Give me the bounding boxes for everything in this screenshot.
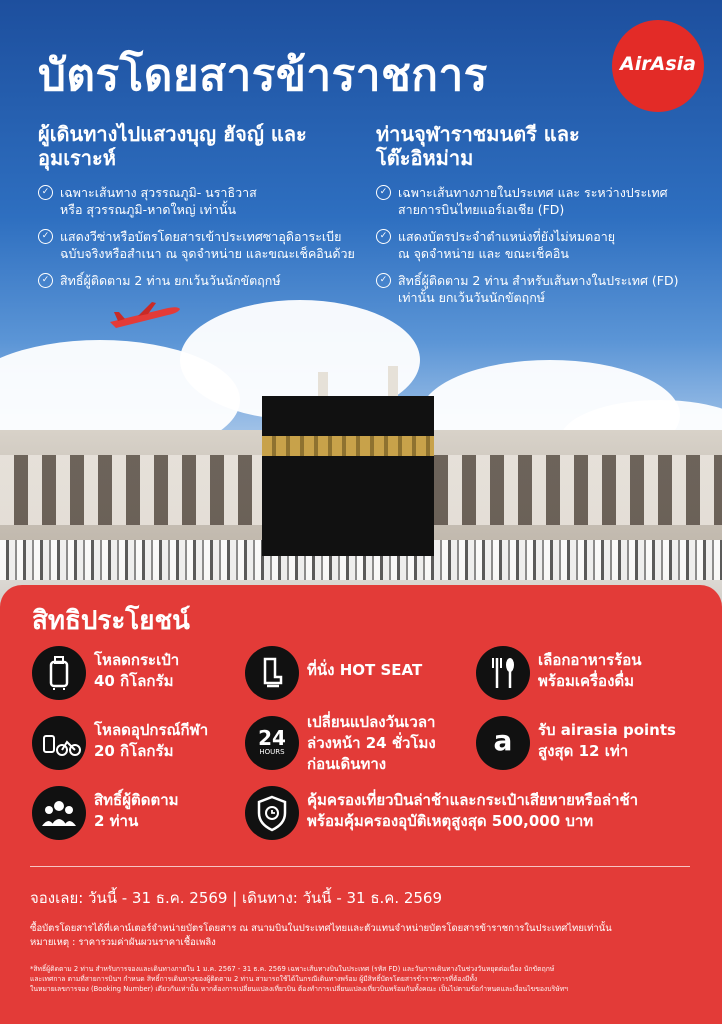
benefit-label: ที่นั่ง HOT SEAT <box>307 661 423 679</box>
benefit-label: คุ้มครองเที่ยวบินล่าช้าและกระเป๋าเสียหายหรือล่าช้า <box>307 791 639 809</box>
check-icon: ✓ <box>376 273 391 288</box>
condition-text: ฉบับจริงหรือสำเนา ณ จุดจำหน่าย และขณะเช็คอินด้วย <box>60 246 355 261</box>
benefit-label: 2 ท่าน <box>94 812 139 830</box>
logo-text: AirAsia <box>620 53 696 75</box>
companions-icon <box>32 786 86 840</box>
insurance-shield-icon <box>245 786 299 840</box>
benefit-label: ล่วงหน้า 24 ชั่วโมง <box>307 734 436 752</box>
chularajmontri-conditions <box>376 184 706 306</box>
fine-print-line: ในหมายเลขการจอง (Booking Number) เดียวกันเท่านั้น หากต้องการเปลี่ยนแปลงเที่ยวบิน ต้องทำการเปลี่ยนแปลงเที่ยวบินพร้อมกันทั้งคณะ เป็นไปตามข้อกำหนดและเงื่อนไขของบริษัทฯ <box>30 985 568 993</box>
purchase-note <box>30 922 700 950</box>
heading-line: ท่านจุฬาราชมนตรี และ <box>376 122 580 146</box>
pilgrim-heading <box>38 122 358 170</box>
heading-line: โต๊ะอิหม่าม <box>376 146 474 170</box>
fine-print-line: และเทศกาล ตามที่สายการบินฯ กำหนด สิทธิ์การเดินทางของผู้ติดตาม 2 ท่าน สามารถใช้ได้ในกรณีเดินทางพร้อม ผู้มีสิทธิ์บัตรโดยสารข้าราชการที่ต้องมีทั้ง <box>30 975 478 983</box>
condition-text: เฉพาะเส้นทางภายในประเทศ และ ระหว่างประเทศ <box>398 185 668 200</box>
check-icon: ✓ <box>38 273 53 288</box>
benefit-label: พร้อมเครื่องดื่ม <box>538 672 635 690</box>
benefit-label: สิทธิ์ผู้ติดตาม <box>94 791 179 809</box>
condition-item <box>376 228 706 262</box>
check-icon: ✓ <box>376 229 391 244</box>
condition-item <box>38 228 358 262</box>
condition-item <box>38 184 358 218</box>
benefit-label: 20 กิโลกรัม <box>94 742 174 760</box>
benefit-label: เลือกอาหารร้อน <box>538 651 642 669</box>
note-line: ซื้อบัตรโดยสารได้ที่เคาน์เตอร์จำหน่ายบัตรโดยสาร ณ สนามบินในประเทศไทยและตัวแทนจำหน่ายบัตรโดยสารข้าราชการในประเทศไทยเท่านั้น <box>30 923 612 934</box>
fine-print <box>30 964 700 994</box>
airplane-icon <box>108 300 182 330</box>
check-icon: ✓ <box>38 229 53 244</box>
benefit-label: สูงสุด 12 เท่า <box>538 742 629 760</box>
benefit-label: รับ airasia points <box>538 721 676 739</box>
condition-text: สิทธิ์ผู้ติดตาม 2 ท่าน สำหรับเส้นทางในประเทศ (FD) <box>398 273 679 288</box>
condition-text: สิทธิ์ผู้ติดตาม 2 ท่าน ยกเว้นวันนักขัตฤกษ์ <box>60 273 281 288</box>
benefit-label: ก่อนเดินทาง <box>307 755 387 773</box>
condition-text: เฉพาะเส้นทาง สุวรรณภูมิ- นราธิวาส <box>60 185 257 200</box>
sports-equipment-icon <box>32 716 86 770</box>
benefit-label: 40 กิโลกรัม <box>94 672 174 690</box>
note-line: หมายเหตุ : ราคารวมค่าผันผวนราคาเชื้อเพลิง <box>30 937 216 948</box>
pilgrim-conditions <box>38 184 358 289</box>
meal-icon <box>476 646 530 700</box>
condition-item <box>376 272 706 306</box>
pilgrim-section <box>38 122 358 299</box>
divider <box>30 866 690 867</box>
condition-text: หรือ สุวรรณภูมิ-หาดใหญ่ เท่านั้น <box>60 202 237 217</box>
condition-text: ณ จุดจำหน่าย และ ขณะเช็คอิน <box>398 246 569 261</box>
airasia-points-icon <box>476 716 530 770</box>
seat-icon <box>245 646 299 700</box>
benefit-label: โหลดกระเป๋า <box>94 651 180 669</box>
condition-text: แสดงวีซ่าหรือบัตรโดยสารเข้าประเทศซาอุดิอาระเบีย <box>60 229 342 244</box>
condition-item <box>376 184 706 218</box>
chularajmontri-heading <box>376 122 706 170</box>
kaaba <box>262 396 434 556</box>
chularajmontri-section <box>376 122 706 316</box>
airasia-logo <box>612 20 704 112</box>
condition-item <box>38 272 358 289</box>
luggage-icon <box>32 646 86 700</box>
heading-line: อุมเราะห์ <box>38 146 116 170</box>
page-title: บัตรโดยสารข้าราชการ <box>38 50 488 101</box>
check-icon: ✓ <box>376 185 391 200</box>
points-glyph: a <box>493 724 513 757</box>
24-hours-icon <box>245 716 299 770</box>
benefit-label: เปลี่ยนแปลงวันเวลา <box>307 713 436 731</box>
benefit-label: พร้อมคุ้มครองอุบัติเหตุสูงสุด 500,000 บาท <box>307 812 594 830</box>
fine-print-line: *สิทธิ์ผู้ติดตาม 2 ท่าน สำหรับการจองและเดินทางภายใน 1 ม.ค. 2567 - 31 ธ.ค. 2569 เฉพาะเส้นทางบินในประเทศ (รหัส FD) และวันการเดินทางในช่วงวันหยุดต่อเนื่อง นักขัตฤกษ์ <box>30 965 555 973</box>
benefits-title: สิทธิประโยชน์ <box>32 606 190 636</box>
24-hours-caption: HOURS <box>259 748 285 756</box>
condition-text: แสดงบัตรประจำตำแหน่งที่ยังไม่หมดอายุ <box>398 229 616 244</box>
travel-dates: จองเลย: วันนี้ - 31 ธ.ค. 2569 | เดินทาง: วันนี้ - 31 ธ.ค. 2569 <box>30 889 443 907</box>
condition-text: เท่านั้น ยกเว้นวันนักขัตฤกษ์ <box>398 290 546 305</box>
condition-text: สายการบินไทยแอร์เอเชีย (FD) <box>398 202 565 217</box>
kaaba-gold-band <box>262 436 434 456</box>
heading-line: ผู้เดินทางไปแสวงบุญ ฮัจญ์ และ <box>38 122 307 146</box>
benefit-label: โหลดอุปกรณ์กีฬา <box>94 721 209 739</box>
24-hours-number: 24 <box>258 726 286 750</box>
check-icon: ✓ <box>38 185 53 200</box>
